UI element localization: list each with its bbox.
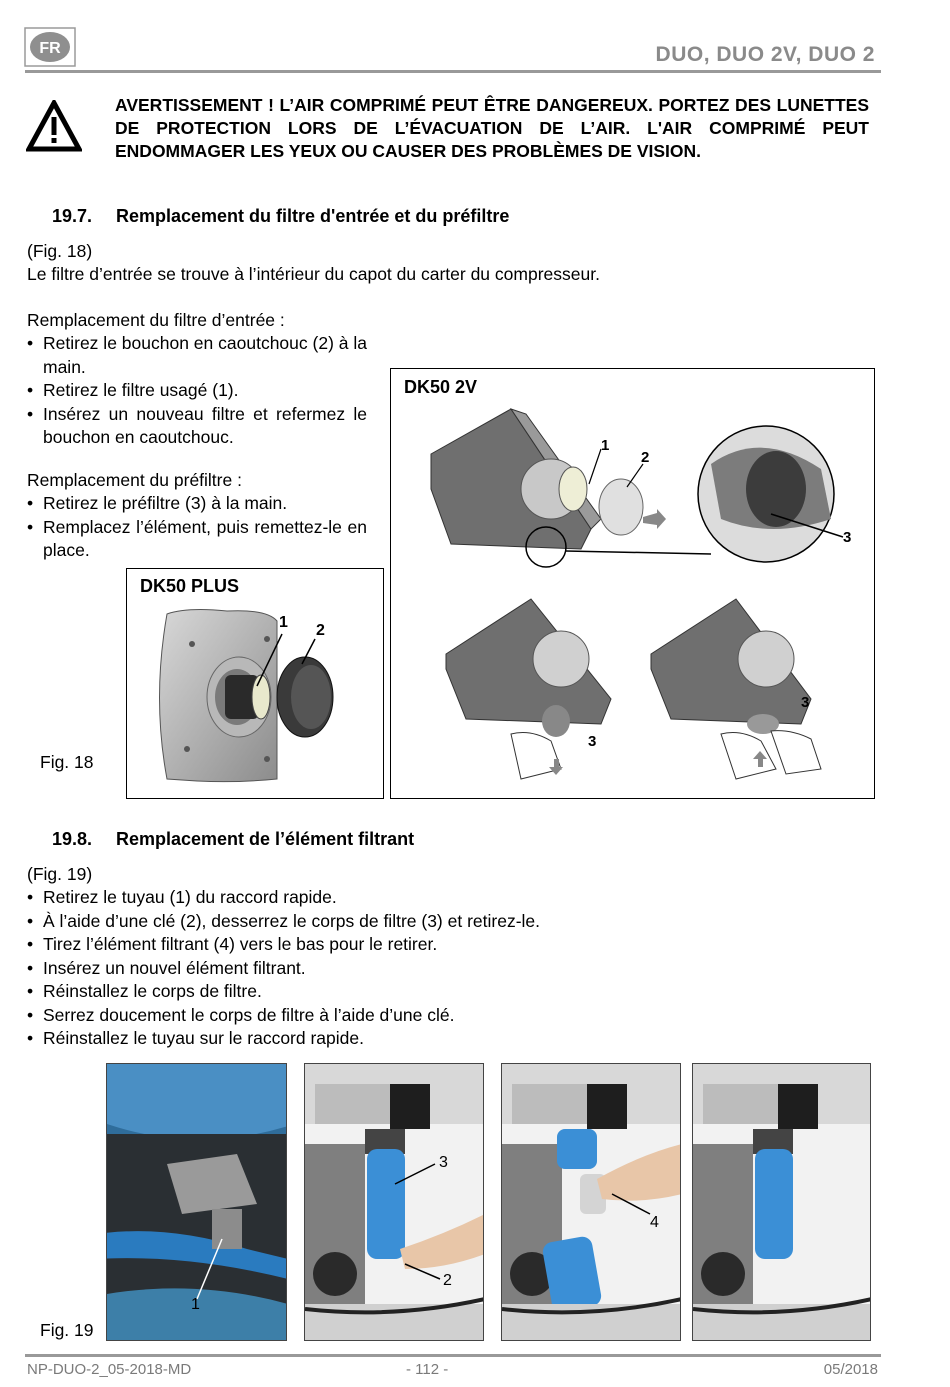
list-item: • Insérez un nouveau filtre et refermez le bouchon en caoutchouc. [27,403,367,450]
photo-filter-element-removal [501,1063,681,1341]
callout-2: 2 [641,449,650,466]
footer-date: 05/2018 [823,1361,878,1378]
footer-doc-code: NP-DUO-2_05-2018-MD [27,1361,192,1378]
figure-label: DK50 2V [404,377,478,397]
section-number: 19.7. [52,206,93,226]
list-item: • Retirez le filtre usagé (1). [27,379,367,403]
photo-wrench-loosen [304,1063,484,1341]
fig-18-reference: (Fig. 18) [27,241,93,261]
list-item: • À l’aide d’une clé (2), desserrez le corps de filtre (3) et retirez-le. [27,910,847,934]
document-title: DUO, DUO 2V, DUO 2 [655,43,875,66]
callout-1: 1 [279,614,288,631]
list-item: • Remplacez l’élément, puis remettez-le en place. [27,516,367,563]
photo-hose-connector [106,1063,287,1341]
section-heading-19-7 [52,206,509,227]
callout-3: 3 [588,733,597,750]
prefilter-steps [27,492,367,563]
inlet-filter-heading: Remplacement du filtre d’entrée : [27,310,285,330]
figure-dk50-2v [390,368,875,799]
photo-filter-reinstalled [692,1063,871,1341]
header-divider [25,70,881,73]
figure-label: DK50 PLUS [140,576,240,596]
callout-4: 4 [650,1214,659,1231]
section-title: Remplacement de l’élément filtrant [116,829,415,849]
list-item: • Retirez le préfiltre (3) à la main. [27,492,367,516]
figure-caption-18: Fig. 18 [40,752,94,772]
prefilter-heading: Remplacement du préfiltre : [27,470,242,490]
language-badge [24,27,76,67]
footer-divider [25,1354,881,1357]
list-item: • Insérez un nouvel élément filtrant. [27,957,847,981]
warning-text: AVERTISSEMENT ! L’AIR COMPRIMÉ PEUT ÊTRE DANGEREUX. PORTEZ DES LUNETTES DE PROTECTION LORS DE L’ÉVACUATION DE L’AIR. L'AIR COMPRIMÉ PEUT ENDOMMAGER LES YEUX OU CAUSER DES PROBLÈMES DE VISION. [115,95,869,161]
warning-triangle-icon [26,100,82,152]
intro-paragraph: Le filtre d’entrée se trouve à l’intérieur du capot du carter du compresseur. [27,264,600,284]
footer-page-number: - 112 - [406,1361,449,1378]
language-badge-text: FR [39,40,61,57]
callout-1: 1 [191,1296,200,1313]
filter-housing-illustration [127,569,383,798]
inlet-filter-steps [27,332,367,450]
fig-19-reference: (Fig. 19) [27,864,93,884]
callout-3: 3 [439,1154,448,1171]
prefilter-illustration [391,369,874,798]
figure-dk50-plus [126,568,384,799]
list-item: • Retirez le tuyau (1) du raccord rapide. [27,886,847,910]
list-item: • Tirez l’élément filtrant (4) vers le bas pour le retirer. [27,933,847,957]
callout-1: 1 [601,437,610,454]
figure-caption-19: Fig. 19 [40,1320,94,1340]
callout-3: 3 [801,694,810,711]
callout-3: 3 [843,529,852,546]
list-item: • Serrez doucement le corps de filtre à l’aide d’une clé. [27,1004,847,1028]
list-item: • Réinstallez le corps de filtre. [27,980,847,1004]
list-item: • Retirez le bouchon en caoutchouc (2) à la main. [27,332,367,379]
section-heading-19-8 [52,829,414,850]
callout-2: 2 [316,622,325,639]
callout-2: 2 [443,1272,452,1289]
filter-element-steps [27,886,847,1051]
section-number: 19.8. [52,829,93,849]
section-title: Remplacement du filtre d'entrée et du préfiltre [116,206,510,226]
list-item: • Réinstallez le tuyau sur le raccord rapide. [27,1027,847,1051]
